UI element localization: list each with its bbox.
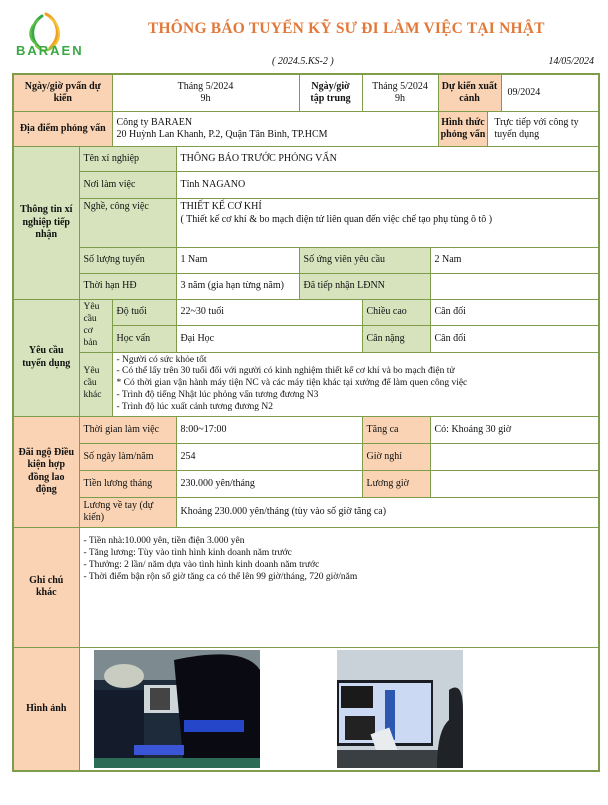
- company-section-label: Thông tin xí nghiệp tiếp nhận: [13, 147, 79, 300]
- format-value: Trực tiếp với công ty tuyển dụng: [494, 116, 579, 140]
- requirement-item: * Có thời gian vận hành máy tiện NC và các máy tiện khác tại xưởng để làm quen công việc: [116, 378, 468, 389]
- hourly-wage-label: Lương giờ: [362, 470, 430, 497]
- height-value: Cân đối: [430, 300, 599, 326]
- work-days-label: Số ngày làm/năm: [79, 443, 176, 470]
- education-label: Học vấn: [112, 326, 176, 352]
- overtime-value: Có: Khoảng 30 giờ: [430, 416, 599, 443]
- format-cell: [438, 112, 599, 147]
- requirement-item: - Người có sức khỏe tốt: [116, 354, 207, 365]
- requirement-item: - Trình độ tiếng Nhật lúc phỏng vấn tương đương N3: [116, 390, 319, 401]
- note-item: - Tăng lương: Tùy vào tình hình kinh doanh năm trước: [83, 547, 292, 558]
- format-label: Hình thức phỏng vấn: [439, 112, 489, 146]
- monthly-salary-label: Tiền lương tháng: [79, 470, 176, 497]
- notes-list: [79, 527, 599, 647]
- note-item: - Thời điểm bận rộn số giờ tăng ca có thể lên 99 giờ/tháng, 720 giờ/năm: [83, 571, 358, 582]
- candidates-value: 2 Nam: [430, 248, 599, 274]
- note-item: - Thưởng: 2 lần/ năm dựa vào tình hình kinh doanh năm trước: [83, 559, 320, 570]
- weight-value: Cân đối: [430, 326, 599, 352]
- page-title: THÔNG BÁO TUYỂN KỸ SƯ ĐI LÀM VIỆC TẠI NHẬT: [148, 20, 545, 37]
- net-salary-value: Khoảng 230.000 yên/tháng (tùy vào số giờ tăng ca): [176, 497, 599, 527]
- break-label: Giờ nghỉ: [362, 443, 430, 470]
- job-label: Nghề, công việc: [79, 199, 176, 248]
- requirements-section-label: Yêu cầu tuyển dụng: [13, 300, 79, 417]
- basic-requirements-label: Yêu cầu cơ bản: [79, 300, 112, 353]
- company-name-value: THÔNG BÁO TRƯỚC PHỎNG VẤN: [176, 147, 599, 172]
- departure-value: 09/2024: [507, 86, 541, 98]
- departure-label: Dự kiến xuất cảnh: [439, 75, 502, 111]
- break-value: [430, 443, 599, 470]
- worker-at-machine-photo: [94, 650, 260, 768]
- gather-date-value: Tháng 5/2024 9h: [362, 74, 438, 112]
- foreign-label: Đã tiếp nhận LĐNN: [299, 274, 430, 300]
- benefits-section-label: Đãi ngộ Điều kiện hợp đồng lao động: [13, 416, 79, 527]
- requirement-item: - Trình độ lúc xuất cảnh tương đương N2: [116, 402, 274, 412]
- requirement-item: - Có thể lấy trên 30 tuổi đối với người có kinh nghiệm thiết kế cơ khí và bo mạch điện tử: [116, 366, 455, 377]
- hourly-wage-value: [430, 470, 599, 497]
- brand-name: BARAEN: [16, 43, 84, 58]
- location-value: Công ty BARAEN 20 Huỳnh Lan Khanh, P.2, Quận Tân Bình, TP.HCM: [112, 112, 438, 147]
- candidates-label: Số ứng viên yêu cầu: [299, 248, 430, 274]
- job-value: THIẾT KẾ CƠ KHÍ ( Thiết kế cơ khí & bo mạch điện tử liên quan đến việc chế tạo phụ tùng ô tô ): [176, 199, 599, 248]
- recruitment-table: [12, 73, 600, 772]
- workplace-value: Tỉnh NAGANO: [176, 172, 599, 199]
- contract-label: Thời hạn HĐ: [79, 274, 176, 300]
- notes-section-label: Ghi chú khác: [13, 527, 79, 647]
- quota-value: 1 Nam: [176, 248, 299, 274]
- monthly-salary-value: 230.000 yên/tháng: [176, 470, 362, 497]
- other-requirements-list: [112, 352, 599, 416]
- age-value: 22~30 tuổi: [176, 300, 362, 326]
- work-hours-label: Thời gian làm việc: [79, 416, 176, 443]
- work-days-value: 254: [176, 443, 362, 470]
- contract-value: 3 năm (gia hạn từng năm): [176, 274, 299, 300]
- note-item: - Tiền nhà:10.000 yên, tiền điện 3.000 yên: [83, 535, 245, 546]
- engineer-at-computer-photo: [337, 650, 463, 768]
- document-date: 14/05/2024: [548, 56, 594, 67]
- age-label: Độ tuổi: [112, 300, 176, 326]
- height-label: Chiều cao: [362, 300, 430, 326]
- images-cell: [79, 647, 599, 771]
- gather-date-label: Ngày/giờ tập trung: [299, 74, 362, 112]
- work-hours-value: 8:00~17:00: [176, 416, 362, 443]
- location-label: Địa điểm phỏng vấn: [13, 112, 112, 147]
- education-value: Đại Học: [176, 326, 362, 352]
- company-name-label: Tên xí nghiệp: [79, 147, 176, 172]
- other-requirements-label: Yêu cầu khác: [79, 352, 112, 416]
- departure-cell: [438, 74, 599, 112]
- net-salary-label: Lương về tay (dự kiến): [79, 497, 176, 527]
- workplace-label: Nơi làm việc: [79, 172, 176, 199]
- overtime-label: Tăng ca: [362, 416, 430, 443]
- baraen-logo-icon: [16, 10, 106, 68]
- images-section-label: Hình ảnh: [13, 647, 79, 771]
- foreign-value: [430, 274, 599, 300]
- interview-date-label: Ngày/giờ pvấn dự kiến: [13, 74, 112, 112]
- document-code: ( 2024.5.KS-2 ): [272, 56, 334, 67]
- interview-date-value: Tháng 5/2024 9h: [112, 74, 299, 112]
- quota-label: Số lượng tuyển: [79, 248, 176, 274]
- weight-label: Cân nặng: [362, 326, 430, 352]
